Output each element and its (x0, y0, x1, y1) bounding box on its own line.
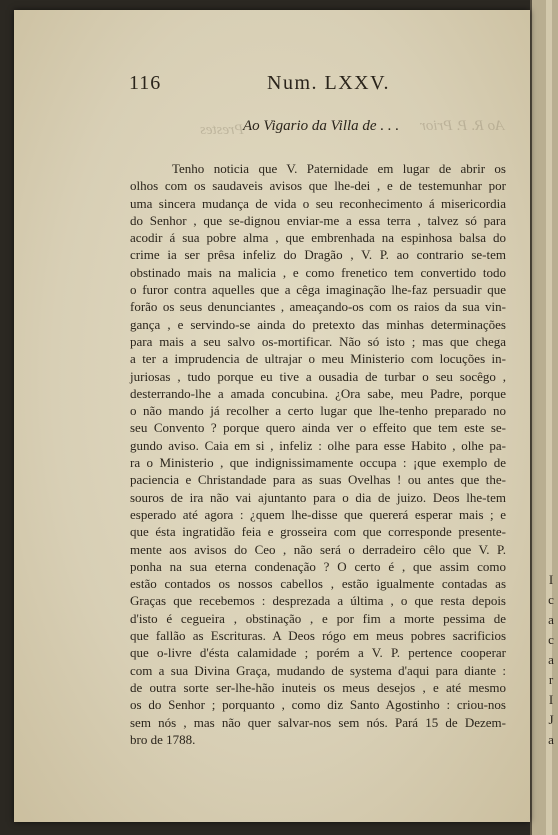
body-line: desterrando-lhe a amada concubina. ¿Ora sabe, meu Padre, porque (130, 385, 506, 401)
body-line: uma sincera mudança de vida o seu reconhecimento á misericordia (130, 195, 506, 211)
body-line: mente aos avisos do Ceo , não será o derradeiro cêlo que V. P. (130, 541, 506, 557)
body-line: acodir á sua pobre alma , que embrenhada na espinhosa balsa do (130, 230, 506, 246)
bleed-through-heading-2: Prestes (200, 122, 244, 138)
body-line: paciencia e Christandade para as suas Ovelhas ! ou antes que the- (130, 472, 506, 488)
page-number: 116 (129, 72, 162, 94)
body-line: juriosas , tudo porque eu tive a ousadia de turbar o seu socêgo , (130, 368, 506, 384)
edge-letter: J (548, 712, 554, 727)
body-line: estão contados os nossos cabellos , estão igualmente contadas as (130, 576, 506, 592)
body-line: Graças que recebemos : desprezada a última , o que resta depois (130, 593, 506, 609)
body-line: os do Senhor ; porquanto , como diz Santo Agostinho : criou-nos (130, 697, 506, 713)
body-line: que ésta ingratidão feia e grosseira com que corresponde presente- (130, 524, 506, 540)
body-line: souros de ira não vai ajuntanto para o dia de juizo. Deos lhe-tem (130, 489, 506, 505)
edge-letter: I (548, 692, 554, 707)
body-line: d'isto é cegueira , obstinação , e por fim a morte pessima de (130, 610, 506, 626)
edge-letter: c (548, 592, 554, 607)
bleed-through-heading: Ao R. P. Prior (420, 118, 505, 134)
body-line: Tenho noticia que V. Paternidade em lugar de abrir os (172, 161, 506, 176)
body-line: o não mando já recolher a certo lugar que lhe-tenho preparado no (130, 403, 506, 419)
body-line: de outra sorte ser-lhe-hão inuteis os meus desejos , e até mesmo (130, 679, 506, 695)
edge-letter: a (548, 652, 554, 667)
body-line: crime ia ser prêsa infeliz do Dragão , V. P. ao contrario se-tem (130, 247, 506, 263)
next-page-edge-letters (545, 570, 557, 750)
body-line: do Senhor , que se-dignou enviar-me a essa terra , talvez só para (130, 212, 506, 228)
edge-letter: a (548, 732, 554, 747)
body-line: forão os seus denunciantes , ameaçando-os com os raios da sua vin- (130, 299, 506, 315)
body-line: bro de 1788. (130, 731, 196, 747)
letter-heading: Ao Vigario da Villa de . . . (243, 118, 400, 134)
body-line: para mais a seu salvo os-mortificar. Não só isto ; mas que chega (130, 333, 506, 349)
body-line: gundo aviso. Caia em si , infeliz : olhe para esse Habito , olhe pa- (130, 437, 506, 453)
body-line: que o-livre d'ésta calamidade ; porém a V. P. pertence cooperar (130, 645, 506, 661)
edge-letter: I (548, 572, 554, 587)
body-line: que fallão as Escrituras. A Deos rógo em meus pobres sacrificios (130, 628, 506, 644)
edge-letter: r (548, 672, 554, 687)
body-line: sem nós , mas não quer salvar-nos sem nós. Pará 15 de Dezem- (130, 714, 506, 730)
body-line: olhos com os saudaveis avisos que lhe-dei , e de testemunhar por (130, 178, 506, 194)
body-line: ra o Ministerio , que indignissimamente occupa : ¡que exemplo de (130, 455, 506, 471)
body-line: gança , e servindo-se ainda do pretexto das minhas determinações (130, 316, 506, 332)
body-line: obstinado mais na malicia , e como frenetico tem convertido todo (130, 264, 506, 280)
body-line: com a sua Divina Graça, mudando de systema d'aqui para diante : (130, 662, 506, 678)
body-line: seu Convento ? porque quero ainda ver o effeito que tem este se- (130, 420, 506, 436)
letter-body (130, 160, 506, 748)
edge-letter: c (548, 632, 554, 647)
body-line: a ter a imprudencia de ultrajar o meu Ministerio com locuções in- (130, 351, 506, 367)
body-line: esperado até agora : ¿quem lhe-disse que quererá esperar mais ; e (130, 506, 506, 522)
edge-letter: a (548, 612, 554, 627)
running-head: Num. LXXV. (267, 72, 390, 94)
body-line: ponha na sua eterna condenação ? O certo é , que assim como (130, 558, 506, 574)
body-line: o furor contra aquelles que a cêga imaginação lhe-faz persuadir que (130, 282, 506, 298)
